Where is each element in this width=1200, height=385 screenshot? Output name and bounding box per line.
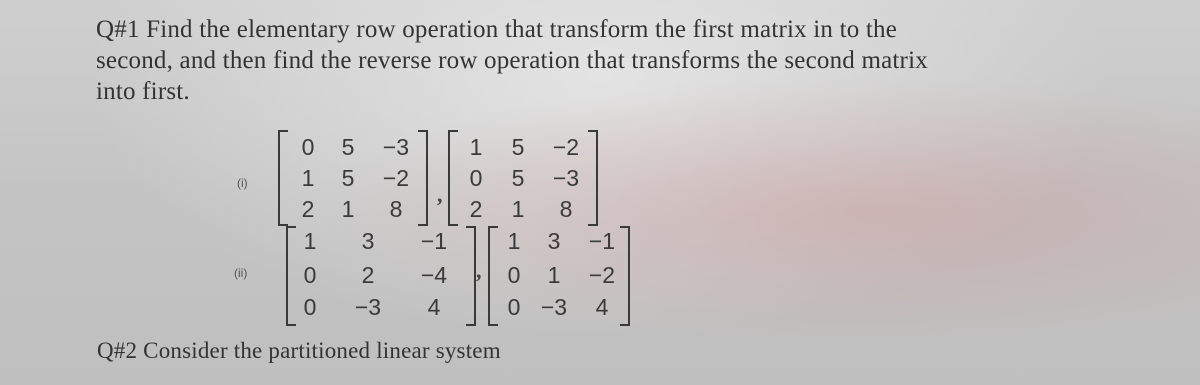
question-1-line-1: Q#1 Find the elementary row operation that transform the first matrix in to the (96, 16, 898, 43)
right-bracket (588, 130, 598, 226)
matrix-cell: 8 (559, 196, 573, 222)
matrix-cell: −3 (354, 294, 382, 320)
question-1-text (96, 14, 1056, 107)
matrix-cell: 1 (469, 134, 483, 160)
matrix-cell: 8 (389, 196, 403, 222)
matrix-cell: 1 (301, 165, 315, 191)
left-bracket (278, 130, 288, 226)
part-i-label: (i) (237, 176, 248, 190)
matrix-cell: 0 (469, 165, 483, 191)
matrix-cell: 2 (301, 196, 315, 222)
matrix-cell: 1 (547, 262, 561, 288)
matrix-cell: 1 (303, 228, 317, 254)
matrix-cell: 0 (303, 294, 317, 320)
matrix-cell: 4 (427, 294, 441, 320)
part-ii-matrix-b (488, 226, 630, 326)
matrix-cell: 2 (361, 262, 375, 288)
right-bracket (418, 130, 428, 226)
matrix-cell: 5 (511, 165, 525, 191)
part-i-separator: , (437, 182, 443, 207)
matrix-cell: 0 (303, 262, 317, 288)
part-ii-matrix-a (286, 226, 476, 326)
matrix-cell: −2 (382, 165, 410, 191)
matrix-cell: 2 (469, 196, 483, 222)
matrix-cell: −1 (588, 228, 616, 254)
matrix-cell: −3 (552, 165, 580, 191)
matrix-cell: −2 (588, 262, 616, 288)
part-i-matrix-a (278, 130, 428, 226)
matrix-cell: −4 (420, 262, 448, 288)
matrix-cell: 4 (595, 294, 609, 320)
matrix-cell: 0 (507, 294, 521, 320)
question-1-line-3: into first. (96, 78, 190, 105)
matrix-cell: 5 (341, 165, 355, 191)
matrix-cell: −1 (420, 228, 448, 254)
question-2-text: Q#2 Consider the partitioned linear system (97, 338, 501, 363)
matrix-cell: 1 (341, 196, 355, 222)
matrix-cell: 0 (301, 134, 315, 160)
matrix-cell: 1 (507, 228, 521, 254)
right-bracket (466, 226, 476, 326)
matrix-cell: 5 (341, 134, 355, 160)
part-ii-separator: , (476, 258, 482, 283)
matrix-cell: 5 (511, 134, 525, 160)
matrix-cell: 0 (507, 262, 521, 288)
matrix-cell: −3 (540, 294, 568, 320)
matrix-cell: −3 (382, 134, 410, 160)
matrix-cell: 3 (361, 228, 375, 254)
part-i-matrix-b (448, 130, 598, 226)
matrix-cell: 1 (511, 196, 525, 222)
part-ii-label: (ii) (234, 266, 248, 280)
matrix-cell: 3 (547, 228, 561, 254)
matrix-cell: −2 (552, 134, 580, 160)
question-1-line-2: second, and then find the reverse row operation that transforms the second matrix (96, 47, 928, 74)
